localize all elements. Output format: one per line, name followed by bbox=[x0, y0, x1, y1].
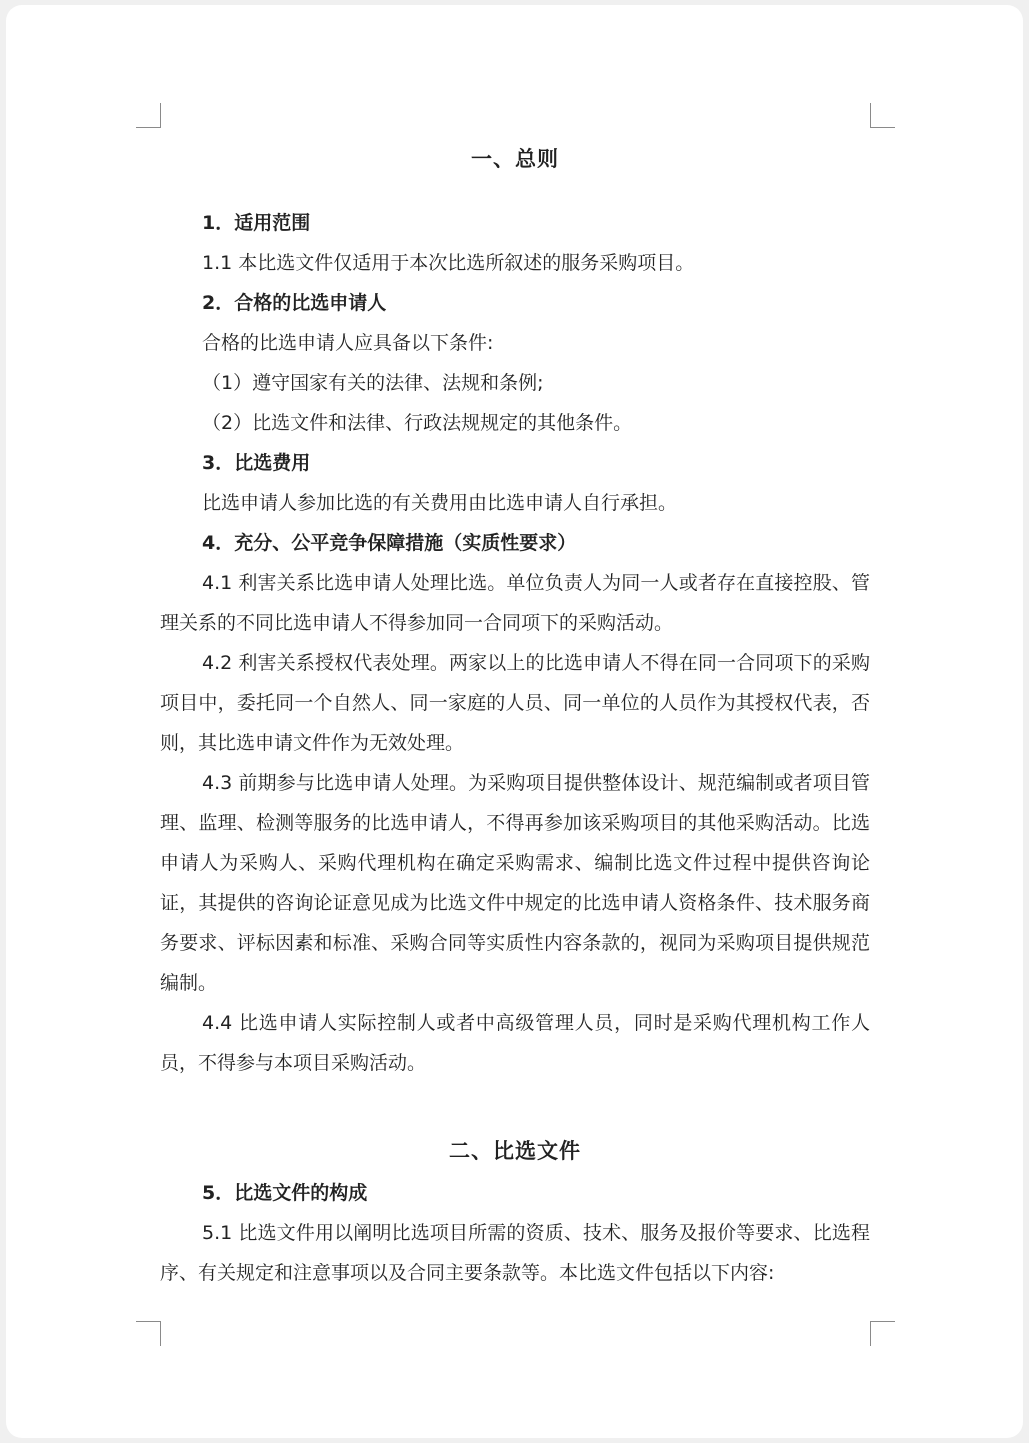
section-title-general: 一、总则 bbox=[471, 147, 559, 171]
document-page bbox=[6, 5, 1023, 1438]
paragraph-4-4: 4.4 比选申请人实际控制人或者中高级管理人员，同时是采购代理机构工作人员，不得参与本项目采购活动。 bbox=[160, 1012, 870, 1074]
heading-fair-competition: 4．充分、公平竞争保障措施（实质性要求） bbox=[202, 532, 577, 554]
paragraph-4-2: 4.2 利害关系授权代表处理。两家以上的比选申请人不得在同一合同项下的采购项目中，委托同一个自然人、同一家庭的人员、同一单位的人员作为其授权代表，否则，其比选申请文件作为无效处理。 bbox=[160, 652, 870, 754]
crop-mark-bottom-left bbox=[136, 1321, 161, 1346]
heading-fees: 3．比选费用 bbox=[202, 452, 311, 474]
document-content bbox=[160, 137, 870, 1293]
paragraph-2-intro: 合格的比选申请人应具备以下条件: bbox=[202, 332, 494, 354]
paragraph-5-1: 5.1 比选文件用以阐明比选项目所需的资质、技术、服务及报价等要求、比选程序、有关规定和注意事项以及合同主要条款等。本比选文件包括以下内容: bbox=[160, 1222, 870, 1284]
crop-mark-top-left bbox=[136, 103, 161, 128]
crop-mark-bottom-right bbox=[870, 1321, 895, 1346]
paragraph-4-3: 4.3 前期参与比选申请人处理。为采购项目提供整体设计、规范编制或者项目管理、监理、检测等服务的比选申请人，不得再参加该采购项目的其他采购活动。比选申请人为采购人、采购代理机构在确定采购需求、编制比选文件过程中提供咨询论证，其提供的咨询论证意见成为比选文件中规定的比选申请人资格条件、技术服务商务要求、评标因素和标准、采购合同等实质性内容条款的，视同为采购项目提供规范编制。 bbox=[160, 772, 870, 994]
heading-document-composition: 5．比选文件的构成 bbox=[202, 1182, 368, 1204]
paragraph-4-1: 4.1 利害关系比选申请人处理比选。单位负责人为同一人或者存在直接控股、管理关系的不同比选申请人不得参加同一合同项下的采购活动。 bbox=[160, 572, 870, 634]
heading-scope: 1．适用范围 bbox=[202, 212, 311, 234]
heading-qualified-applicant: 2．合格的比选申请人 bbox=[202, 292, 387, 314]
list-item-2-1: （1）遵守国家有关的法律、法规和条例; bbox=[202, 372, 544, 394]
paragraph-1-1: 1.1 本比选文件仅适用于本次比选所叙述的服务采购项目。 bbox=[202, 252, 695, 274]
crop-mark-top-right bbox=[870, 103, 895, 128]
paragraph-3: 比选申请人参加比选的有关费用由比选申请人自行承担。 bbox=[202, 492, 678, 514]
section-title-documents: 二、比选文件 bbox=[449, 1139, 581, 1163]
list-item-2-2: （2）比选文件和法律、行政法规规定的其他条件。 bbox=[202, 412, 633, 434]
